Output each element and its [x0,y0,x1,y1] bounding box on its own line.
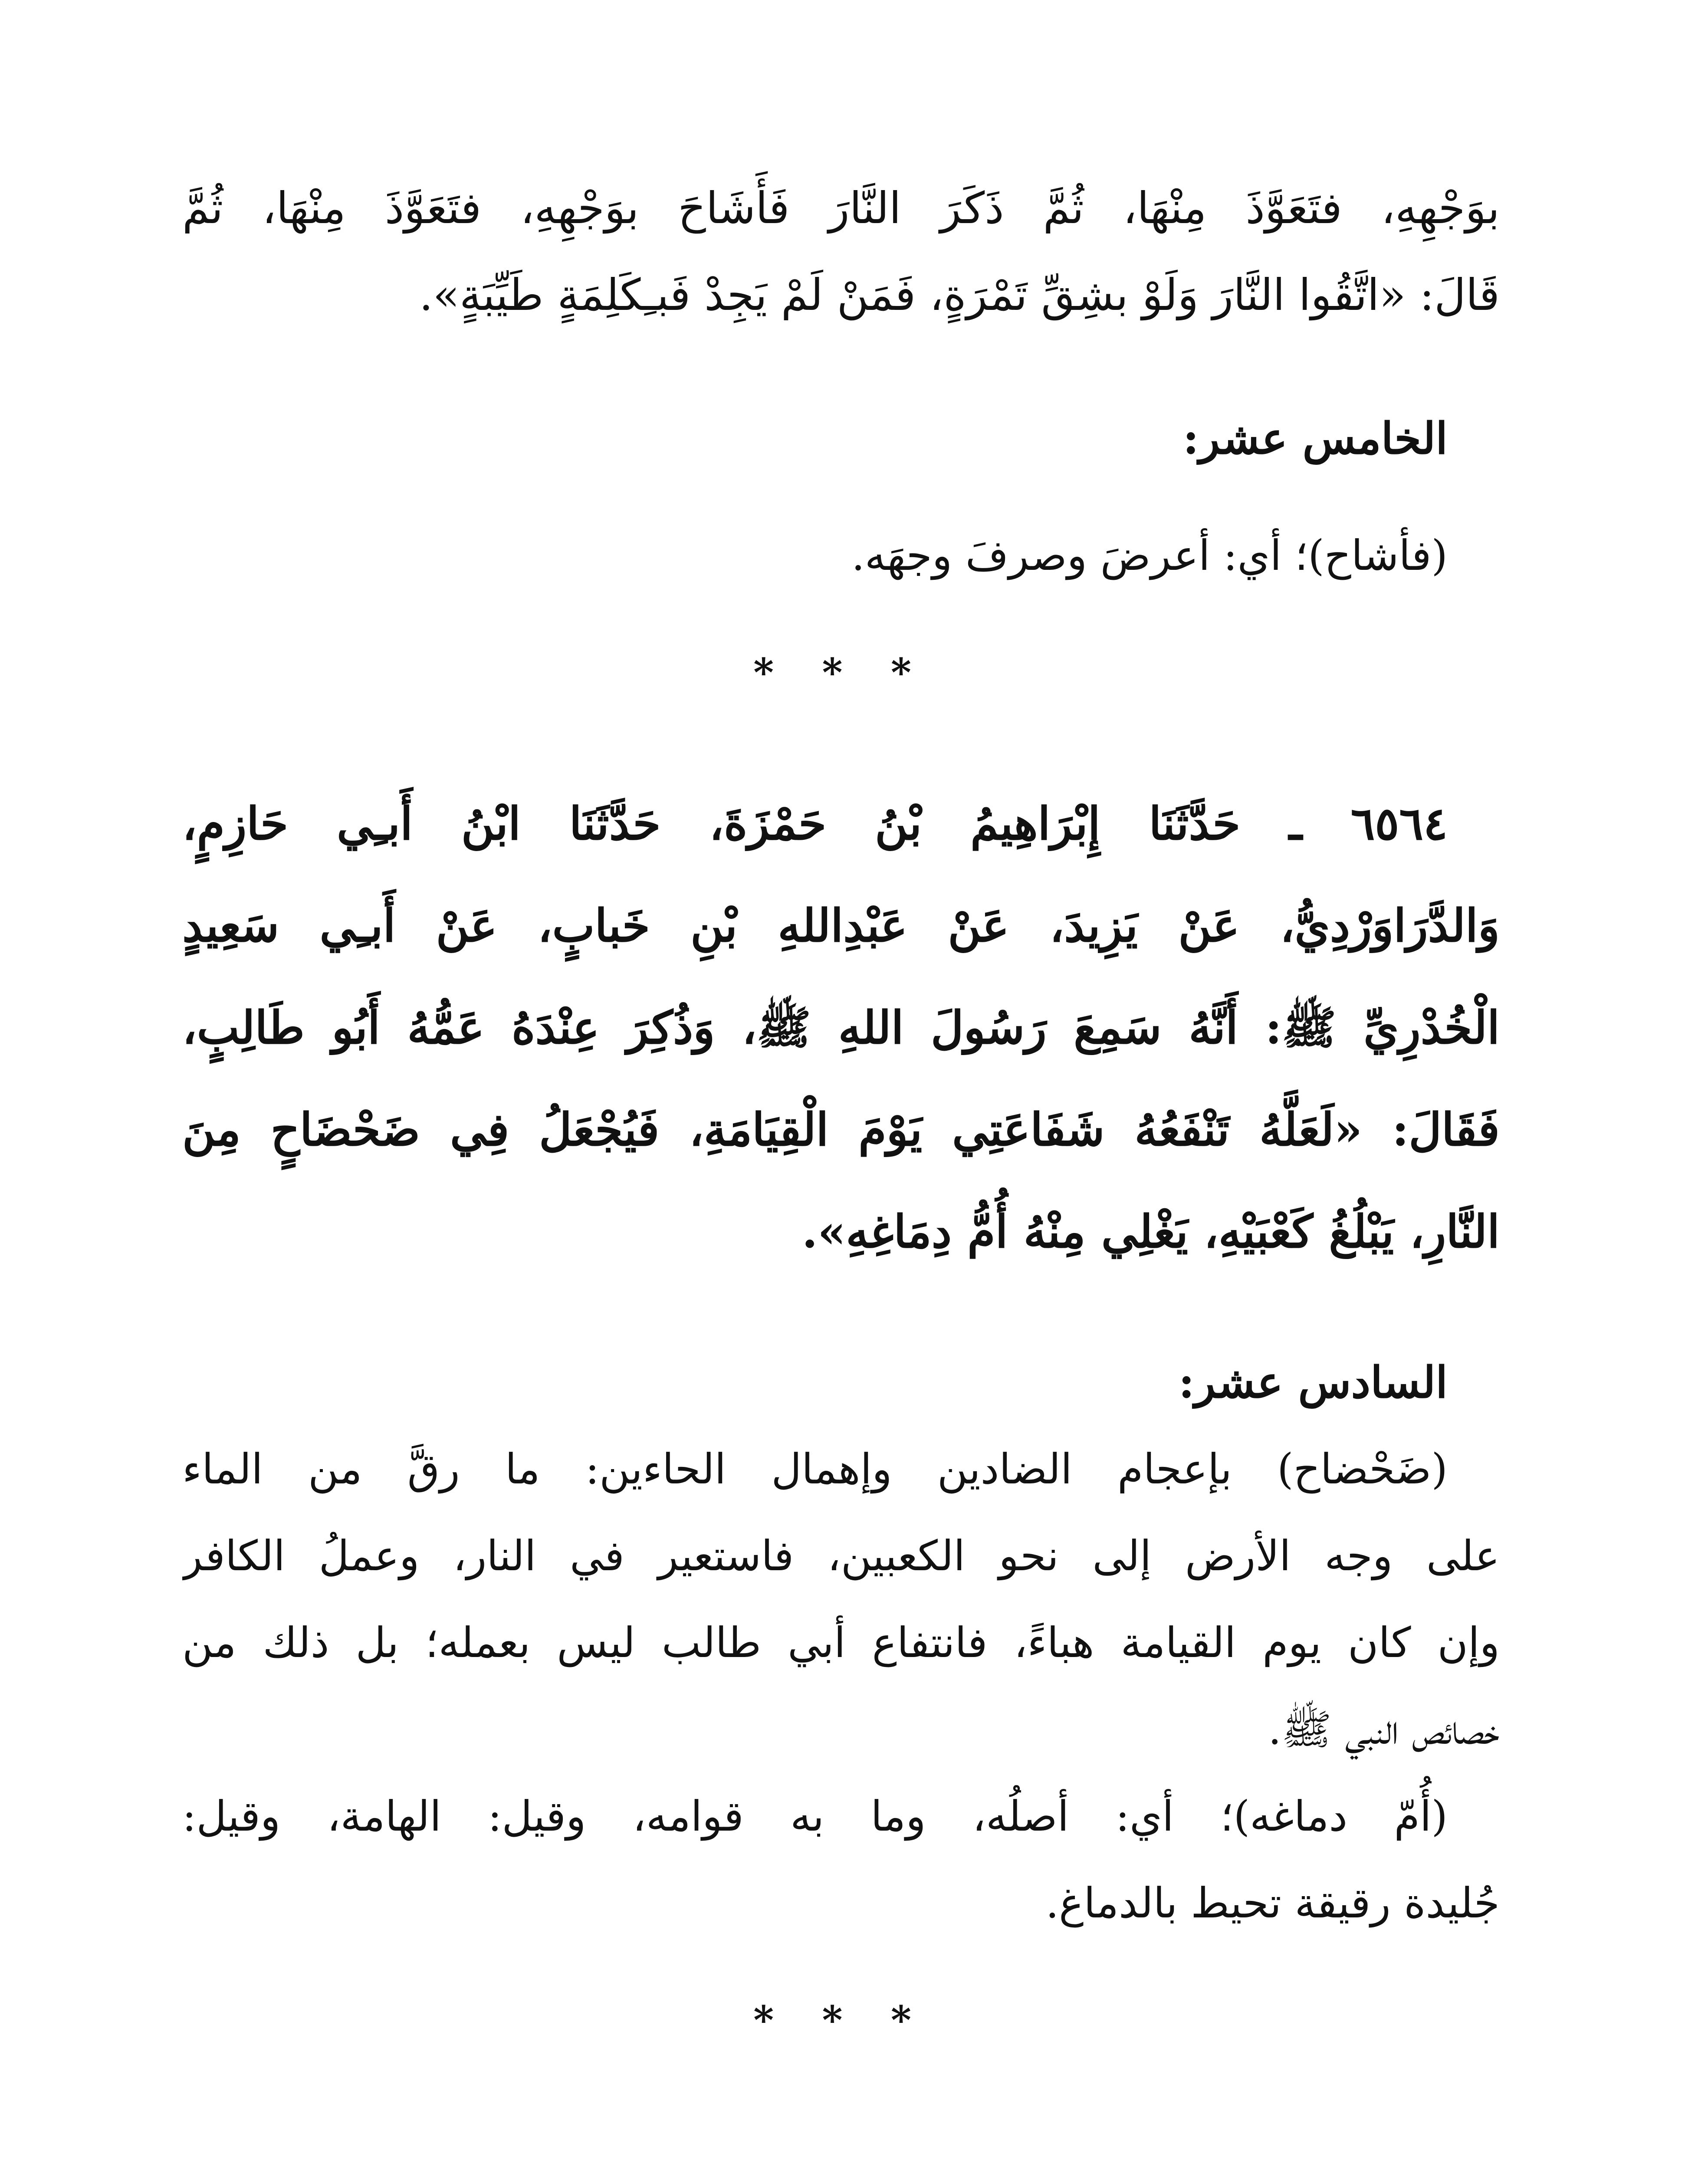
section-heading: الخامس عشر: [1182,413,1448,464]
text-line: على وجه الأرض إلى نحو الكعبين، فاستعير في النار، وعملُ الكافر [182,1532,1500,1580]
text-line: خصائص النبي ﷺ. [1268,1705,1500,1754]
hadith-line: الْخُدْرِيِّ ﷺ: أَنَّهُ سَمِعَ رَسُولَ اللهِ ﷺ، وَذُكِرَ عِنْدَهُ عَمُّهُ أَبُو طَالِبٍ، [182,1001,1500,1054]
text-line: قَالَ: «اتَّقُوا النَّارَ وَلَوْ بشِقِّ تَمْرَةٍ، فَمَنْ لَمْ يَجِدْ فَبـِكَلِمَةٍ طَيِّبَةٍ». [419,270,1500,320]
hadith-6564 [182,773,1500,1282]
gloss-paragraph-dahdah [182,1426,1500,1773]
commentary-section-15 [182,395,1500,599]
hadith-line: وَالدَّرَاوَرْدِيُّ، عَنْ يَزِيدَ، عَنْ عَبْدِاللهِ بْنِ خَبابٍ، عَنْ أَبـِي سَعِيدٍ [182,899,1500,952]
commentary-section-16 [182,1339,1500,1946]
hadith-line: النَّارِ، يَبْلُغُ كَعْبَيْهِ، يَغْلِي مِنْهُ أُمُّ دِمَاغِهِ». [802,1205,1500,1258]
text-line: جُليدة رقيقة تحيط بالدماغ. [1045,1879,1500,1927]
text-line: (أُمّ دماغه)؛ أي: أصلُه، وما به قوامه، وقيل: الهامة، وقيل: [182,1792,1448,1841]
text-line: وإن كان يوم القيامة هباءً، فانتفاع أبي طالب ليس بعمله؛ بل ذلك من [182,1618,1500,1667]
text-line: (فأشاح)؛ أي: أعرضَ وصرفَ وجهَه. [851,531,1448,580]
text-line: (ضَحْضاح) بإعجام الضادين وإهمال الحاءين: ما رقَّ من الماء [182,1445,1448,1493]
section-separator: * * * [753,650,929,696]
section-separator: * * * [753,1997,929,2043]
hadith-line: ٦٥٦٤ ـ حَدَّثَنَا إِبْرَاهِيمُ بْنُ حَمْزَةَ، حَدَّثَنَا ابْنُ أَبـِي حَازِمٍ، [182,797,1448,850]
section-heading: السادس عشر: [1178,1357,1448,1408]
hadith-line: فَقَالَ: «لَعَلَّهُ تَنْفَعُهُ شَفَاعَتِي يَوْمَ الْقِيَامَةِ، فَيُجْعَلُ فِي ضَحْضَاحٍ مِنَ [182,1103,1500,1156]
gloss-paragraph-umm-dimaghih [182,1773,1500,1946]
hadith-continuation [182,165,1500,339]
text-line: بوَجْهِهِ، فتَعَوَّذَ مِنْهَا، ثُمَّ ذَكَرَ النَّارَ فَأَشَاحَ بوَجْهِهِ، فتَعَوَّذَ مِنْهَا، ثُمَّ [182,183,1500,233]
